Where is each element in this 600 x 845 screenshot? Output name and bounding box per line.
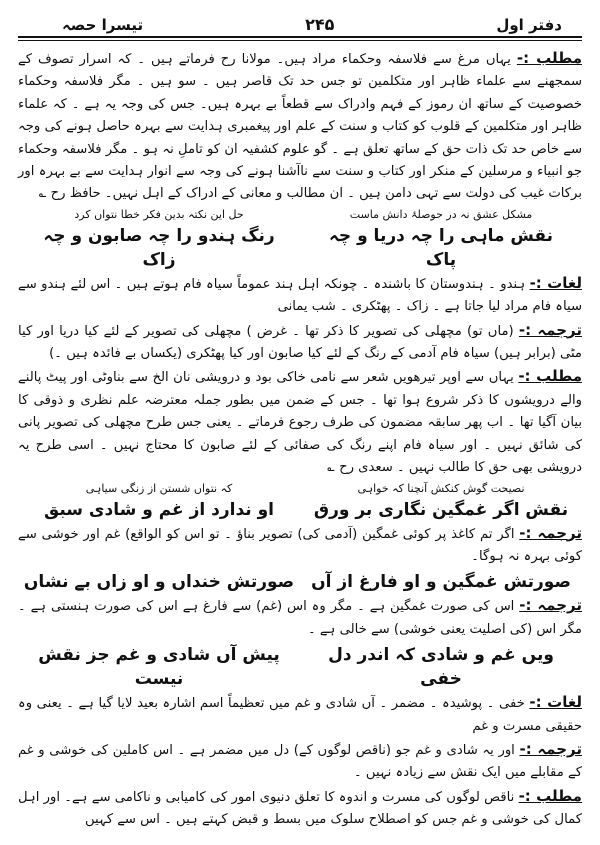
section-text: (ماں تو) مچھلی کی تصویر کا ذکر تھا ۔ غرض ) مچھلی کی تصویر کے لئے کیا دریا اور کیا مٹی (برابر ہیں) سیاہ فام آدمی کے رنگ کے لئے کیا صابون اور کیا پھٹکری (یکساں بے فائدہ ہیں ۔): [18, 323, 582, 362]
verse-hemistich: نقش اگر غمگین نگاری بر ورق: [313, 499, 569, 520]
verse-hemistich: صورتش غمگین و او فارغ از آں: [311, 572, 571, 593]
tarjuma-paragraph-4: [18, 738, 582, 785]
verse-hemistich: مشکل عشق نہ در حوصلۂ دانش ماست: [349, 207, 533, 221]
section-text: یہاں سے اوپر تیرھویں شعر سے نامی خاکی بود و درویشی نان الخ سے بناوٹی اور پیٹ پالنے والے درویشوں کا ذکر شروع ہوا تھا ۔ جس کے ضمن میں بطور جملہ معترضہ علم نظری و ذوقی کا بیان آگیا تھا ۔ اب پھر سابقہ مضمون کی طرف رجوع فرماتے ۔ یعنی جس طرح مچھلی کی تصویر پانی کی شائق نہیں ۔ اور سیاہ فام اپنے رنگ کی صفائی کے لئے صابون کا محتاج نہیں ۔ اسی طرح یہ درویشی بھی حق کا طالب نہیں ۔ سعدی رح ؎: [18, 370, 582, 476]
verse-couplet-2b: [18, 498, 582, 522]
section-text: خفی ۔ پوشیدہ ۔ مضمر ۔ آں شادی و غم میں تعظیماً اسم اشارہ بعید لایا گیا ہے ۔ یعنی وہ حقیقی مسرت و غم: [18, 696, 582, 734]
lughat-paragraph-2: [18, 691, 582, 738]
verse-couplet-1a: [18, 208, 582, 222]
verse-hemistich: رنگ ہندو را چہ صابون و چہ زاک: [43, 225, 275, 270]
header-left: تیسرا حصہ: [62, 16, 144, 34]
tarjuma-paragraph-1: [18, 319, 582, 366]
verse-couplet-4: [18, 643, 582, 691]
section-label: مطلب :-: [516, 49, 582, 67]
verse-hemistich: حل این نکتہ بدین فکر خطا نتواں کرد: [74, 207, 244, 221]
verse-couplet-2a: [18, 482, 582, 496]
section-text: ہندو ۔ ہندوستان کا باشندہ ۔ چونکہ اہل ہند عموماً سیاہ فام ہوتے ہیں ۔ اس لئے ہندو سے سیاہ فام مراد لیا جاتا ہے ۔ زاک ۔ پھٹکری ۔ شب یمانی: [18, 276, 582, 315]
section-label: ترجمہ :-: [519, 523, 582, 542]
matlab-paragraph-1: [18, 47, 582, 206]
matlab-paragraph-2: [18, 365, 582, 479]
verse-hemistich: او ندارد از غم و شادی سبق: [44, 499, 274, 520]
verse-hemistich: پیش آں شادی و غم جز نقش نیست: [38, 645, 280, 690]
section-text: یہاں مرغ سے فلاسفہ وحکماء مراد ہیں۔ مولانا رح فرماتے ہیں ۔ کہ اسرار تصوف کے سمجھنے سے علماء ظاہر اور متکلمین تو جس حد تک قاصر ہیں ۔ سو ہیں ۔ مگر فلاسفہ وحکماء خصوصیت کے ساتھ ان رموز کے فہم وادراک سے قطعاً بے بہرہ ہیں۔ جس کی وجہ یہ ہے ۔ کہ علماء ظاہر اور متکلمین کے قلوب کو کتاب و سنت کے علم اور پیغمبری ہدایت سے بہرہ حاصل ہونے کی وجہ سے خاص حد تک ذات حق کے ساتھ تعلق ہے ۔ گو علوم کشفیہ ان کو تاملِ نہ ہو ۔ مگر فلاسفہ وحکماء جو انبیاء و مرسلین کے منکر اور کتاب و سنت سے ناآشنا ہونے کی وجہ سے انوار ہدایت سے بے بہرہ اور برکات غیب کی دولت سے تہی دامن ہیں ۔ ان مطالب و معانی کے ادراک کے اہل نہیں۔ حافظ رح ؎: [18, 52, 582, 202]
section-label: ترجمہ :-: [519, 596, 582, 615]
lughat-paragraph-1: [18, 272, 582, 319]
section-label: لغات :-: [529, 273, 582, 292]
header-rule: [18, 36, 582, 38]
section-label: مطلب :-: [518, 786, 582, 805]
section-text: اور یہ شادی و غم جو (ناقص لوگوں کے) دل میں مضمر ہے ۔ اس کاملین کی خوشی و غم کے مقابلے میں ایک نقش سے زیادہ نہیں ۔: [18, 742, 582, 781]
section-label: ترجمہ :-: [518, 320, 582, 339]
verse-hemistich: کہ نتواں شستن از زنگی سیاہی: [85, 481, 233, 495]
verse-couplet-3: [18, 570, 582, 594]
section-text: اگر تم کاغذ پر کوئی غمگین (آدمی کی) تصویر بناؤ ۔ تو اس کو الواقع) غم اور خوشی سے کوئی بہرہ نہ ہوگا۔: [18, 526, 582, 564]
matlab-paragraph-3: [18, 785, 582, 832]
verse-hemistich: نصیحت گوش کنکش آنچنا کہ خواہی: [357, 481, 525, 495]
page-number: ۲۴۵: [305, 15, 335, 34]
tarjuma-paragraph-3: [18, 594, 582, 641]
section-text: ناقص لوگوں کی مسرت و اندوہ کا تعلق دنیوی امور کی کامیابی و ناکامی سے ہے۔ اور اہل کمال کی خوشی و غم جس کو اصطلاح سلوک میں بسط و قبض کہتے ہیں ۔ اس سے کہیں: [18, 789, 582, 828]
tarjuma-paragraph-2: [18, 522, 582, 569]
section-text: اس کی صورت غمگین ہے ۔ مگر وہ اس (غم) سے فارغ ہے اس کی صورت ہنستی ہے ۔ مگر اس (کی اصلیت یعنی خوشی) سے خالی ہے ۔: [18, 599, 582, 637]
section-label: مطلب :-: [518, 367, 582, 386]
page-header: [18, 6, 582, 34]
verse-hemistich: ویں غم و شادی کہ اندر دل خفی: [328, 645, 554, 690]
header-rule-thin: [18, 40, 582, 41]
section-label: ترجمہ :-: [519, 739, 582, 758]
verse-hemistich: نقش ماہی را چہ دریا و چہ پاک: [328, 225, 554, 270]
verse-couplet-1b: [18, 224, 582, 272]
page-body: [18, 47, 582, 832]
header-right: دفتر اول: [496, 16, 562, 34]
verse-hemistich: صورتش خنداں و او زاں بے نشاں: [23, 572, 295, 593]
section-label: لغات :-: [529, 693, 582, 712]
